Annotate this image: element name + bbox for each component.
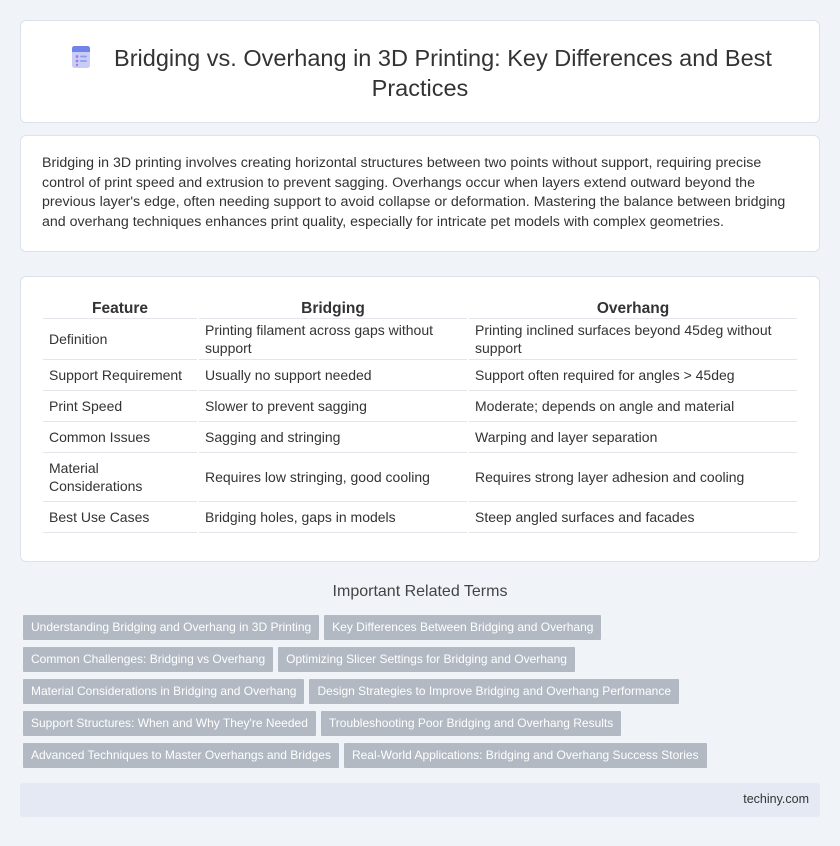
- table-cell-overhang: Moderate; depends on angle and material: [469, 391, 797, 422]
- table-row: [43, 453, 797, 502]
- title-card: [20, 20, 820, 123]
- table-cell-overhang: Steep angled surfaces and facades: [469, 502, 797, 533]
- table-cell-overhang: Support often required for angles > 45deg: [469, 360, 797, 391]
- related-term-tag[interactable]: Material Considerations in Bridging and Overhang: [23, 679, 304, 704]
- related-terms-heading: Important Related Terms: [332, 583, 508, 600]
- table-cell-feature: Definition: [43, 319, 197, 360]
- table-cell-feature: Support Requirement: [43, 360, 197, 391]
- table-row: [43, 319, 797, 360]
- table-cell-overhang: Printing inclined surfaces beyond 45deg without support: [469, 319, 797, 360]
- related-term-tag[interactable]: Key Differences Between Bridging and Overhang: [324, 615, 601, 640]
- related-term-tag[interactable]: Advanced Techniques to Master Overhangs and Bridges: [23, 743, 339, 768]
- table-cell-feature: Best Use Cases: [43, 502, 197, 533]
- related-term-tag[interactable]: Support Structures: When and Why They're Needed: [23, 711, 316, 736]
- document-icon: [68, 44, 94, 70]
- table-cell-bridging: Slower to prevent sagging: [199, 391, 467, 422]
- column-header-overhang: Overhang: [469, 297, 797, 319]
- tag-row: [23, 647, 823, 679]
- table-cell-bridging: Sagging and stringing: [199, 422, 467, 453]
- footer-site-link[interactable]: techiny.com: [743, 792, 809, 806]
- tag-row: [23, 615, 823, 647]
- table-cell-feature: Print Speed: [43, 391, 197, 422]
- table-row: [43, 391, 797, 422]
- table-cell-overhang: Warping and layer separation: [469, 422, 797, 453]
- table-cell-feature: Common Issues: [43, 422, 197, 453]
- table-cell-bridging: Requires low stringing, good cooling: [199, 453, 467, 502]
- table-cell-overhang: Requires strong layer adhesion and cooling: [469, 453, 797, 502]
- intro-paragraph: Bridging in 3D printing involves creating horizontal structures between two points without support, requiring precise control of print speed and extrusion to prevent sagging. Overhangs occur when layers extend outward beyond the previous layer's edge, often needing support to avoid collapse or deformation. Mastering the balance between bridging and overhang techniques enhances print quality, especially for intricate pet models with complex geometries.: [42, 155, 786, 230]
- footer: [20, 783, 820, 817]
- related-term-tag[interactable]: Common Challenges: Bridging vs Overhang: [23, 647, 273, 672]
- related-term-tag[interactable]: Optimizing Slicer Settings for Bridging and Overhang: [278, 647, 575, 672]
- related-term-tag[interactable]: Design Strategies to Improve Bridging and Overhang Performance: [309, 679, 679, 704]
- column-header-feature: Feature: [43, 297, 197, 319]
- table-cell-bridging: Usually no support needed: [199, 360, 467, 391]
- table-row: [43, 502, 797, 533]
- related-term-tag[interactable]: Understanding Bridging and Overhang in 3D Printing: [23, 615, 319, 640]
- tag-row: [23, 679, 823, 711]
- tag-row: [23, 711, 823, 743]
- tag-row: [23, 743, 823, 775]
- page-title-container: [61, 43, 779, 103]
- table-cell-feature: Material Considerations: [43, 453, 197, 502]
- comparison-card: [20, 276, 820, 562]
- related-term-tag[interactable]: Real-World Applications: Bridging and Overhang Success Stories: [344, 743, 707, 768]
- table-row: [43, 360, 797, 391]
- column-header-bridging: Bridging: [199, 297, 467, 319]
- related-term-tag[interactable]: Troubleshooting Poor Bridging and Overhang Results: [321, 711, 621, 736]
- comparison-table: [41, 297, 799, 533]
- related-terms-list: [23, 615, 823, 775]
- table-row: [43, 422, 797, 453]
- table-header-row: [43, 297, 797, 319]
- table-cell-bridging: Bridging holes, gaps in models: [199, 502, 467, 533]
- table-cell-bridging: Printing filament across gaps without support: [199, 319, 467, 360]
- intro-card: [20, 135, 820, 252]
- page-title: Bridging vs. Overhang in 3D Printing: Key Differences and Best Practices: [114, 45, 772, 101]
